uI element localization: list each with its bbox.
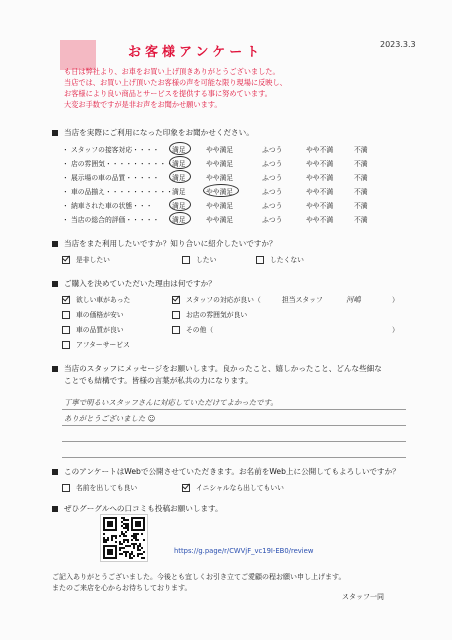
checkbox-icon[interactable] xyxy=(62,311,70,319)
intro-line-4: 大変お手数ですが是非お声をお聞かせ願います。 xyxy=(64,100,222,109)
intro-line-2: 当店では、お買い上げ頂いたお客様の声を可能な限り現場に反映し、 xyxy=(64,78,287,87)
bullet-square-icon xyxy=(52,281,58,287)
q1-rating-choice[interactable]: 不満 xyxy=(354,202,368,210)
q1-rating-choice[interactable]: やや満足 xyxy=(206,216,234,224)
checkbox-icon[interactable] xyxy=(256,256,264,264)
closing-line-1: ご記入ありがとうございました。今後とも宜しくお引き立てご愛顧の程お願い申し上げます。 xyxy=(52,573,346,581)
qr-code-graphic xyxy=(101,515,147,561)
q1-rating-choice[interactable]: 満足 xyxy=(172,174,186,182)
q1-rating-choice[interactable]: ふつう xyxy=(262,146,283,154)
q3-right-option-3[interactable]: その他（ xyxy=(172,324,213,334)
q5-option-1[interactable]: 名前を出しても良い xyxy=(62,482,137,492)
selection-circle-icon xyxy=(169,212,191,225)
q2-option-1[interactable]: 是非したい xyxy=(62,254,110,264)
checkbox-checked-icon[interactable] xyxy=(172,296,180,304)
q1-rating-choice[interactable]: ふつう xyxy=(262,174,283,182)
q1-rating-choice[interactable]: やや不満 xyxy=(306,160,334,168)
q1-rating-choice[interactable]: 不満 xyxy=(354,174,368,182)
q2-option-2[interactable]: したい xyxy=(182,254,216,264)
q1-row-label: ・ 店の雰囲気・・・・・・・・・・ xyxy=(62,160,173,168)
message-rule-1 xyxy=(62,409,406,410)
q1-rating-choice[interactable]: 不満 xyxy=(354,216,368,224)
message-line-1[interactable]: 丁寧で明るいスタッフさんに対応していただけてよかったです。 xyxy=(64,398,278,407)
q5-heading: このアンケートはWebで公開させていただきます。お名前をWeb上に公開してもよろしいですか？ xyxy=(52,466,400,477)
bullet-square-icon xyxy=(52,241,58,247)
q1-rating-choice[interactable]: 満足 xyxy=(172,160,186,168)
q4-heading: 当店のスタッフにメッセージをお願いします。良かったこと、嬉しかったこと、どんな些細な xyxy=(52,363,382,374)
review-url-link[interactable]: https://g.page/r/CWVjF_vc19I-EB0/review xyxy=(174,547,314,555)
q1-rating-choice[interactable]: やや満足 xyxy=(206,146,234,154)
q6-heading: ぜひグーグルへの口コミも投稿お願いします。 xyxy=(52,503,223,514)
q1-rating-choice[interactable]: ふつう xyxy=(262,202,283,210)
q2-heading: 当店をまた利用したいですか？知り合いに紹介したいですか？ xyxy=(52,238,277,249)
checkbox-icon[interactable] xyxy=(62,326,70,334)
staff-label: 担当スタッフ xyxy=(282,296,323,304)
checkbox-icon[interactable] xyxy=(62,484,70,492)
q1-row-label: ・ 展示場の車の品質・・・・・ xyxy=(62,174,160,182)
q1-row-label: ・ スタッフの接客対応・・・・ xyxy=(62,146,160,154)
intro-line-1: も日は弊社より、お車をお買い上げ頂きありがとうございました。 xyxy=(64,67,280,76)
bullet-square-icon xyxy=(52,506,58,512)
signature: スタッフ一同 xyxy=(342,593,384,601)
q3-right-option-1[interactable]: スタッフの対応が良い（ xyxy=(172,294,261,304)
q1-rating-choice[interactable]: やや満足 xyxy=(206,202,234,210)
message-rule-2 xyxy=(62,425,406,426)
q3-left-option-1[interactable]: 欲しい車があった xyxy=(62,294,130,304)
q1-row-label: ・ 当店の総合的評価・・・・・ xyxy=(62,216,160,224)
q1-rating-choice[interactable]: やや満足 xyxy=(206,188,234,196)
message-rule-3 xyxy=(62,441,406,442)
q3-left-option-2[interactable]: 車の価格が安い xyxy=(62,309,124,319)
q1-row-label: ・ 納車された車の状態・・・ xyxy=(62,202,153,210)
q3-left-option-3[interactable]: 車の品質が良い xyxy=(62,324,124,334)
q1-rating-choice[interactable]: 満足 xyxy=(172,202,186,210)
q1-rating-choice[interactable]: 不満 xyxy=(354,188,368,196)
survey-title: お客様アンケート xyxy=(128,45,264,60)
q3-left-option-4[interactable]: アフターサービス xyxy=(62,339,130,349)
q1-row-label: ・ 車の品揃え・・・・・・・・・・ xyxy=(62,188,173,196)
q1-rating-choice[interactable]: やや不満 xyxy=(306,174,334,182)
q2-option-3[interactable]: したくない xyxy=(256,254,304,264)
checkbox-checked-icon[interactable] xyxy=(62,256,70,264)
checkbox-checked-icon[interactable] xyxy=(182,484,190,492)
checkbox-icon[interactable] xyxy=(62,341,70,349)
redacted-name-block xyxy=(60,40,96,70)
q1-rating-choice[interactable]: 不満 xyxy=(354,160,368,168)
selection-circle-icon xyxy=(169,142,191,155)
checkbox-icon[interactable] xyxy=(172,326,180,334)
q1-rating-choice[interactable]: やや満足 xyxy=(206,174,234,182)
selection-circle-icon xyxy=(169,170,191,183)
bullet-square-icon xyxy=(52,469,58,475)
q3-right-option-2[interactable]: お店の雰囲気が良い xyxy=(172,309,247,319)
close-paren-2: ） xyxy=(392,326,399,334)
intro-line-3: お客様により良い商品とサービスを提供する事に努めています。 xyxy=(64,89,272,98)
qr-code-icon[interactable] xyxy=(100,514,148,562)
q1-rating-choice[interactable]: ふつう xyxy=(262,160,283,168)
survey-date: 2023.3.3 xyxy=(380,40,416,49)
q4-heading-line2: ことでも結構です。皆様の言葉が私共の力になります。 xyxy=(64,376,253,385)
q1-rating-choice[interactable]: 不満 xyxy=(354,146,368,154)
q1-rating-choice[interactable]: やや不満 xyxy=(306,202,334,210)
q1-rating-choice[interactable]: やや満足 xyxy=(206,160,234,168)
q1-heading: 当店を実際にご利用になった印象をお聞かせください。 xyxy=(52,127,254,138)
closing-line-2: またのご来店を心からお待ちしております。 xyxy=(52,584,192,592)
selection-circle-icon xyxy=(203,184,239,197)
checkbox-checked-icon[interactable] xyxy=(62,296,70,304)
checkbox-icon[interactable] xyxy=(172,311,180,319)
q1-rating-choice[interactable]: 満足 xyxy=(172,216,186,224)
q1-rating-choice[interactable]: やや不満 xyxy=(306,216,334,224)
q1-rating-choice[interactable]: 満足 xyxy=(172,146,186,154)
q1-rating-choice[interactable]: 満足 xyxy=(172,188,186,196)
bullet-square-icon xyxy=(52,366,58,372)
q3-heading: ご購入を決めていただいた理由は何ですか？ xyxy=(52,278,216,289)
bullet-square-icon xyxy=(52,130,58,136)
selection-circle-icon xyxy=(169,156,191,169)
selection-circle-icon xyxy=(169,198,191,211)
checkbox-icon[interactable] xyxy=(182,256,190,264)
message-line-2[interactable]: ありがとうございました ☺ xyxy=(64,414,156,423)
q1-rating-choice[interactable]: やや不満 xyxy=(306,146,334,154)
message-rule-4 xyxy=(62,457,406,458)
q1-rating-choice[interactable]: やや不満 xyxy=(306,188,334,196)
q1-rating-choice[interactable]: ふつう xyxy=(262,216,283,224)
q1-rating-choice[interactable]: ふつう xyxy=(262,188,283,196)
staff-name-handwritten: 河嶋 xyxy=(346,295,361,304)
q5-option-2[interactable]: イニシャルなら出してもいい xyxy=(182,482,284,492)
close-paren: ） xyxy=(392,296,399,304)
